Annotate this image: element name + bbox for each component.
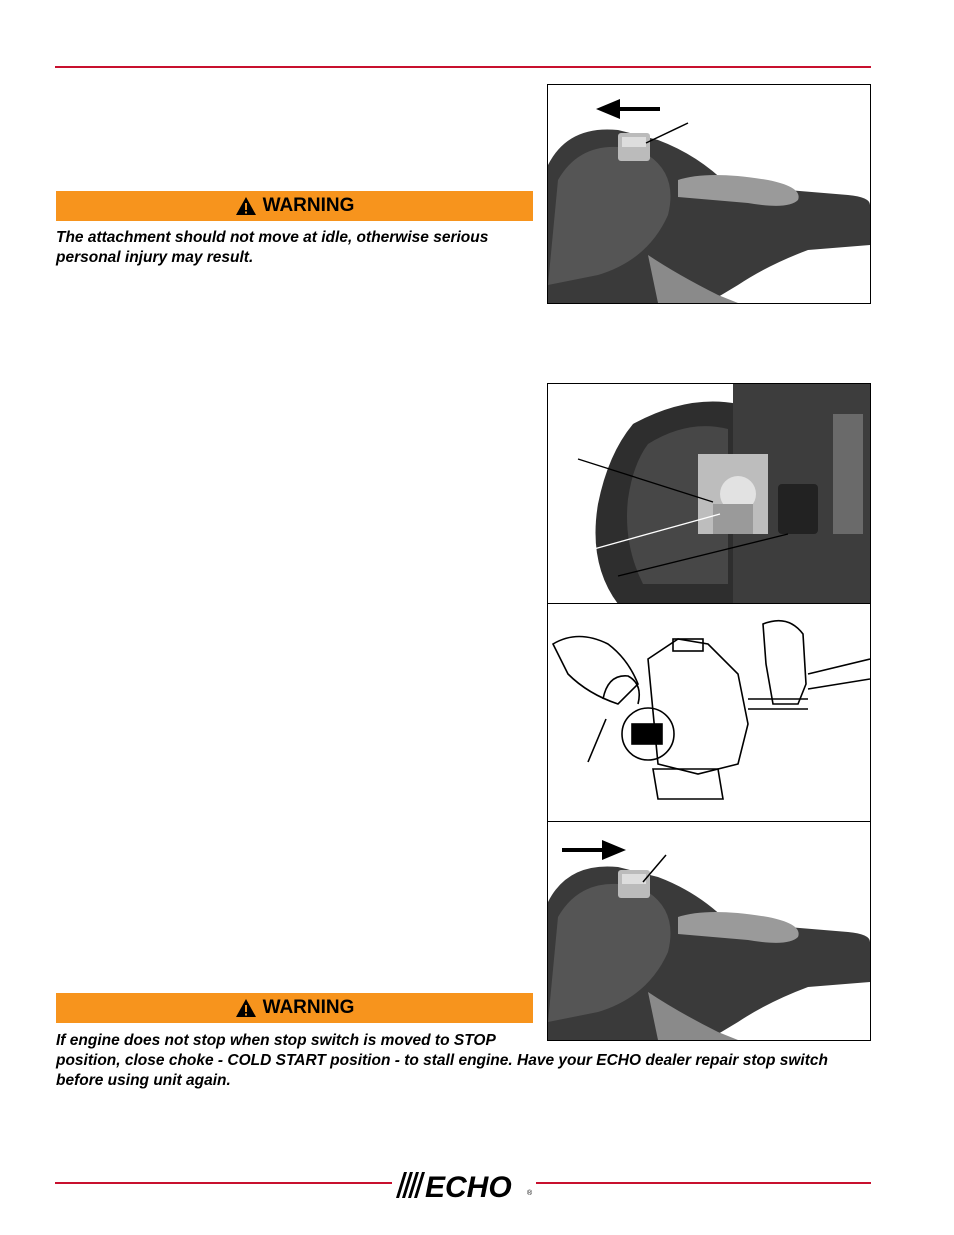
registered-mark: ® [527,1190,533,1197]
warning-text-2-line1: If engine does not stop when stop switch is moved to STOP [56,1032,496,1049]
photo-stop-switch-stop [547,84,871,304]
warning-text-1: The attachment should not move at idle, otherwise serious personal injury may result. [56,229,489,266]
logo-text: ECHO [425,1171,512,1200]
warning-banner-2 [56,993,533,1023]
header-rule [55,66,871,68]
warning-triangle-icon [235,196,257,216]
photo-stop-switch-run [547,821,871,1041]
footer-rule-left [55,1182,392,1184]
photo-engine-choke [547,383,871,605]
warning-label-2: WARNING [262,997,355,1018]
warning-triangle-icon [235,998,257,1018]
footer-rule-right [536,1182,871,1184]
warning-text-2-rest: position, close choke - COLD START position - to stall engine. Have your ECHO dealer repair stop switch before using unit again. [56,1052,828,1089]
arrow-right-icon [562,840,626,860]
warning-banner-1 [56,191,533,221]
warning-label-1: WARNING [262,195,355,216]
arrow-left-icon [596,99,660,119]
photo-starter-drawing [547,603,871,823]
echo-logo [392,1168,534,1200]
